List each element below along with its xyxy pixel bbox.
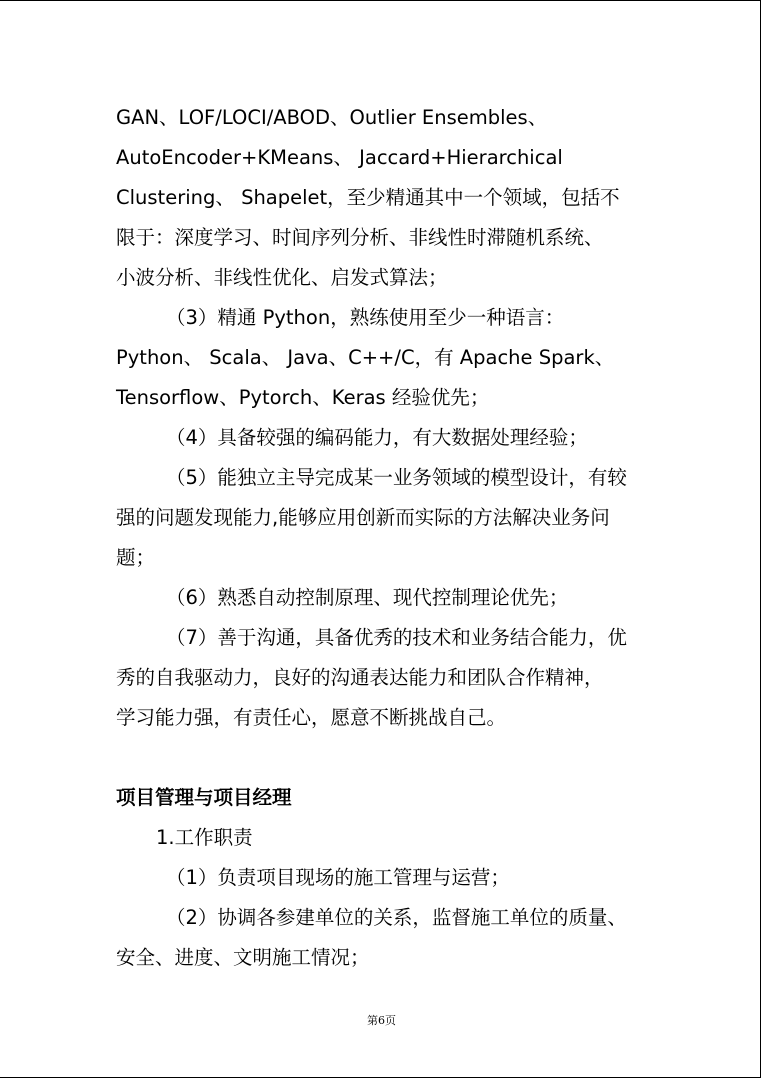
requirement-item: （3）精通 Python，熟练使用至少一种语言： xyxy=(166,306,565,329)
body-line: AutoEncoder+KMeans、 Jaccard+Hierarchical xyxy=(116,146,563,169)
page-number: 第6页 xyxy=(367,1014,396,1027)
duty-item: （1）负责项目现场的施工管理与运营； xyxy=(166,866,510,889)
body-line: 秀的自我驱动力，良好的沟通表达能力和团队合作精神， xyxy=(116,666,604,689)
section-heading: 项目管理与项目经理 xyxy=(116,786,292,809)
body-line: Clustering、 Shapelet，至少精通其中一个领域，包括不 xyxy=(116,186,620,209)
requirement-item: （6）熟悉自动控制原理、现代控制理论优先； xyxy=(166,586,569,609)
requirement-item: （7）善于沟通，具备优秀的技术和业务结合能力，优 xyxy=(166,626,627,649)
requirement-item: （4）具备较强的编码能力，有大数据处理经验； xyxy=(166,426,588,449)
document-body xyxy=(116,98,646,978)
body-line: 限于：深度学习、时间序列分析、非线性时滞随机系统、 xyxy=(116,226,604,249)
duty-item: （2）协调各参建单位的关系，监督施工单位的质量、 xyxy=(166,906,627,929)
body-line: 学习能力强，有责任心，愿意不断挑战自己。 xyxy=(116,706,507,729)
body-line: Python、 Scala、 Java、C++/C，有 Apache Spark、 xyxy=(116,346,615,369)
body-line: 安全、进度、文明施工情况； xyxy=(116,946,370,969)
requirement-item: （5）能独立主导完成某一业务领域的模型设计，有较 xyxy=(166,466,627,489)
section-subheading: 1.工作职责 xyxy=(156,826,253,849)
section-gap xyxy=(116,738,646,778)
body-line: 题； xyxy=(116,546,156,569)
body-line: 强的问题发现能力,能够应用创新而实际的方法解决业务问 xyxy=(116,506,610,529)
body-line: GAN、LOF/LOCI/ABOD、Outlier Ensembles、 xyxy=(116,106,548,129)
body-line: 小波分析、非线性优化、启发式算法； xyxy=(116,266,448,289)
body-line: Tensorflow、Pytorch、Keras 经验优先； xyxy=(116,386,490,409)
